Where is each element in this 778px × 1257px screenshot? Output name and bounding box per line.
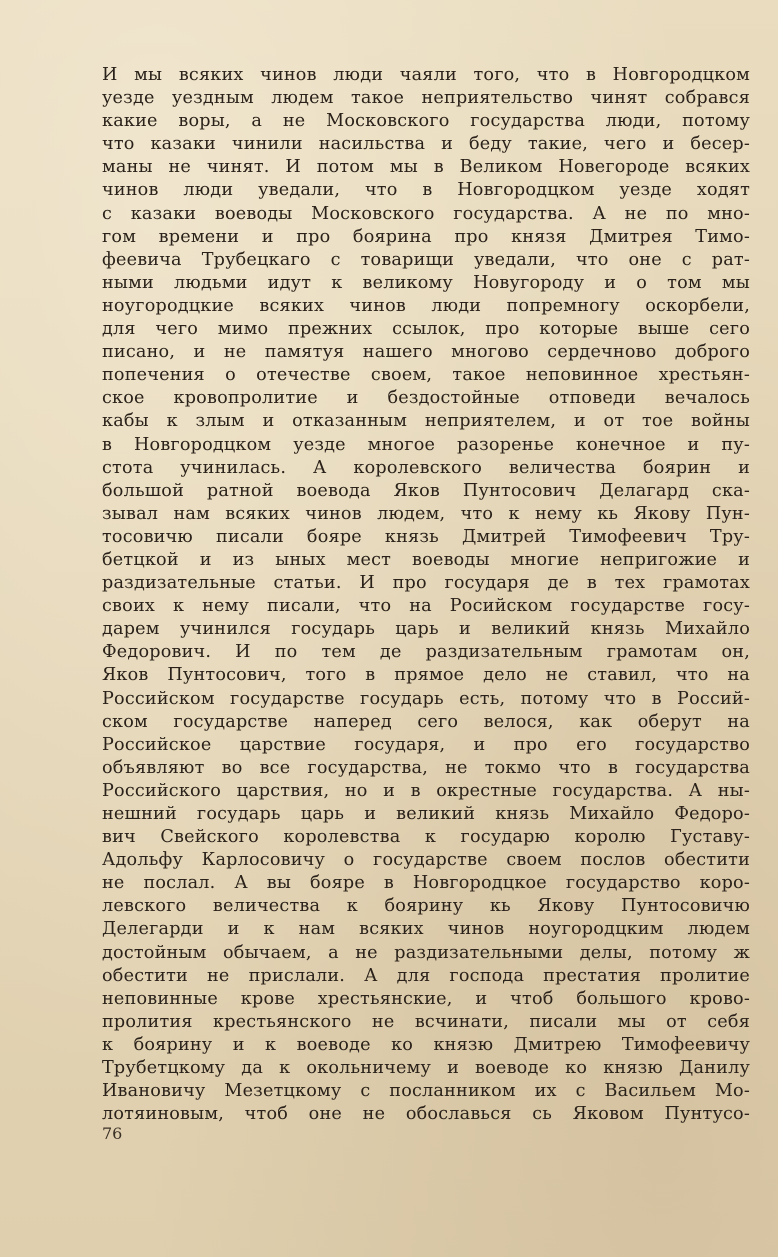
text-line: Ивановичу Мезетцкому с посланником их с Васильем Мо-: [102, 1081, 750, 1102]
text-line: своих к нему писали, что на Росийском государстве госу-: [102, 596, 750, 617]
text-line: Делегарди и к нам всяких чинов ноугородцким людем: [102, 919, 750, 940]
page-number: 76: [102, 1124, 123, 1143]
body-text: [102, 64, 750, 1126]
text-line: пролития крестьянского не всчинати, писали мы от себя: [102, 1011, 750, 1032]
text-line: феевича Трубецкаго с товарищи уведали, что оне с рат-: [102, 249, 750, 270]
text-line: объявляют во все государства, не токмо что в государства: [102, 757, 750, 778]
text-line: с казаки воеводы Московского государства. А не по мно-: [102, 203, 750, 224]
text-line: большой ратной воевода Яков Пунтосович Делагард ска-: [102, 480, 750, 501]
text-line: левского величества к боярину кь Якову Пунтосовичю: [102, 896, 750, 917]
text-line: неповинные крове хрестьянские, и чтоб большого крово-: [102, 988, 750, 1009]
text-line: что казаки чинили насильства и беду такие, чего и бесер-: [102, 134, 750, 155]
text-line: раздизательные статьи. И про государя де в тех грамотах: [102, 573, 750, 594]
text-line: писано, и не памятуя нашего многово сердечново доброго: [102, 342, 750, 363]
text-line: ноугородцкие всяких чинов люди попремногу оскорбели,: [102, 295, 750, 316]
text-line: стота учинилась. А королевского величества боярин и: [102, 457, 750, 478]
text-line: Трубетцкому да к окольничему и воеводе ко князю Данилу: [102, 1058, 750, 1079]
text-line: какие воры, а не Московского государства люди, потому: [102, 111, 750, 132]
text-line: чинов люди уведали, что в Новгородцком уезде ходят: [102, 180, 750, 201]
text-line: нешний государь царь и великий князь Михайло Федоро-: [102, 804, 750, 824]
text-line: тосовичю писали бояре князь Дмитрей Тимофеевич Тру-: [102, 526, 750, 547]
text-line: Российское царствие государя, и про его государство: [102, 734, 750, 755]
text-line: Российского царствия, но и в окрестные государства. А ны-: [102, 780, 750, 801]
text-line: гом времени и про боярина про князя Дмитрея Тимо-: [102, 226, 750, 247]
text-line: ское кровопролитие и бездостойные отповеди вечалось: [102, 388, 750, 409]
text-line: обестити не прислали. А для господа престатия пролитие: [102, 965, 750, 986]
text-line: ском государстве наперед сего велося, как оберут на: [102, 711, 750, 732]
text-line: маны не чинят. И потом мы в Великом Новегороде всяких: [102, 157, 750, 178]
text-line: дарем учинился государь царь и великий князь Михайло: [102, 619, 750, 640]
text-line: для чего мимо прежних ссылок, про которые выше сего: [102, 319, 750, 340]
text-line: попечения о отечестве своем, такое неповинное хрестьян-: [102, 365, 750, 386]
text-line: Адольфу Карлосовичу о государстве своем послов обестити: [102, 850, 750, 871]
text-line: ными людьми идут к великому Новугороду и о том мы: [102, 272, 750, 293]
text-line: бетцкой и из ыных мест воеводы многие непригожие и: [102, 549, 750, 570]
text-line: Яков Пунтосович, того в прямое дело не ставил, что на: [102, 665, 750, 686]
text-line: в Новгородцком уезде многое разоренье конечное и пу-: [102, 434, 750, 455]
text-line: Российском государстве государь есть, потому что в Россий-: [102, 688, 750, 709]
text-line: достойным обычаем, а не раздизательными делы, потому ж: [102, 942, 750, 963]
text-line: Федорович. И по тем де раздизательным грамотам он,: [102, 642, 750, 663]
text-line: И мы всяких чинов люди чаяли того, что в Новгородцком: [102, 65, 750, 85]
text-line: кабы к злым и отказанным неприятелем, и от тое войны: [102, 411, 750, 432]
text-line: к боярину и к воеводе ко князю Дмитрею Тимофеевичу: [102, 1034, 750, 1055]
text-line: лотяиновым, чтоб оне не обославься сь Яковом Пунтусо-: [102, 1104, 750, 1125]
text-line: вич Свейского королевства к государю королю Густаву-: [102, 827, 750, 848]
text-line: уезде уездным людем такое неприятельство чинят собрався: [102, 88, 750, 109]
text-line: не послал. А вы бояре в Новгородцкое государство коро-: [102, 873, 750, 894]
text-line: зывал нам всяких чинов людем, что к нему кь Якову Пун-: [102, 503, 750, 524]
